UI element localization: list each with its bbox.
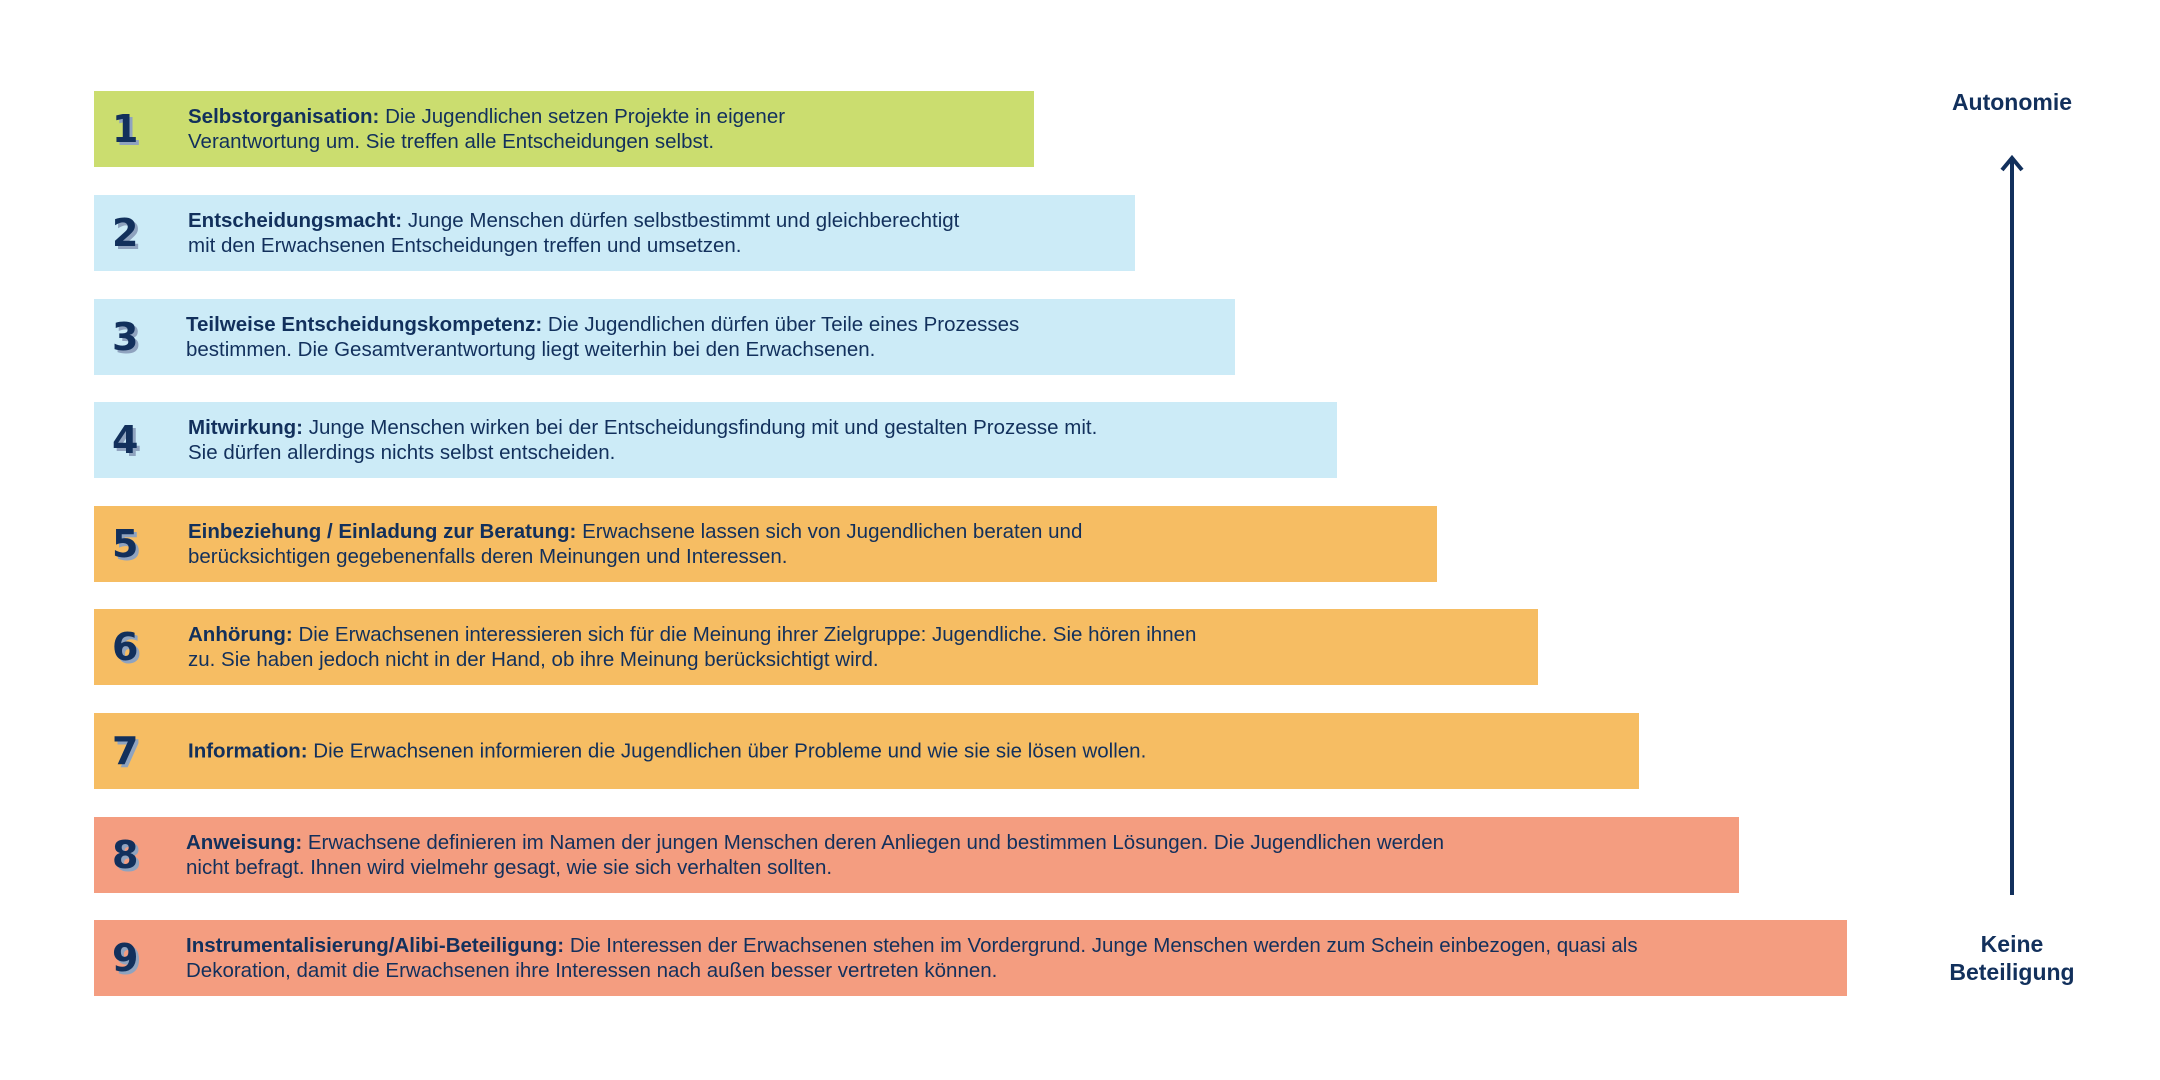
step-title: Anweisung: [186,831,303,854]
step-number: 4 [112,418,139,462]
step-text [188,104,1014,154]
step-line-1: Die Erwachsenen informieren die Jugendlichen über Probleme und wie sie sie lösen wollen. [313,739,1147,763]
step-4 [94,402,1337,478]
step-number: 6 [112,625,139,669]
step-line-2: Sie dürfen allerdings nichts selbst entscheiden. [188,441,616,464]
step-8 [94,817,1739,893]
step-number: 7 [112,729,139,773]
step-text [186,312,1215,362]
step-line-2: nicht befragt. Ihnen wird vielmehr gesagt, wie sie sich verhalten sollten. [186,856,833,879]
step-1 [94,91,1034,167]
axis-bottom-line-2: Beteiligung [1949,959,2075,985]
step-text [188,739,1619,764]
step-text [186,933,1827,983]
step-line-2: Dekoration, damit die Erwachsenen ihre Interessen nach außen besser vertreten können. [186,959,998,982]
step-title: Entscheidungsmacht: [188,209,403,232]
step-5 [94,506,1437,582]
step-7 [94,713,1639,789]
step-title: Selbstorganisation: [188,105,380,128]
step-line-1: Die Erwachsenen interessieren sich für die Meinung ihrer Zielgruppe: Jugendliche. Sie hören ihnen [298,623,1197,646]
step-3 [94,299,1235,375]
step-number: 8 [112,833,139,877]
step-title: Einbeziehung / Einladung zur Beratung: [188,520,577,543]
axis-bottom-label [1912,930,2112,986]
step-title: Anhörung: [188,623,293,646]
step-line-2: Verantwortung um. Sie treffen alle Entscheidungen selbst. [188,130,715,153]
step-text [186,830,1719,880]
step-number: 2 [112,211,139,255]
axis-bottom-line-1: Keine [1980,931,2044,957]
step-number: 9 [112,936,139,980]
step-line-1: Erwachsene definieren im Namen der jungen Menschen deren Anliegen und bestimmen Lösungen. Die Jugendlichen werden [307,831,1445,854]
step-line-1: Die Interessen der Erwachsenen stehen im Vordergrund. Junge Menschen werden zum Schein einbezogen, quasi als [569,934,1638,957]
step-line-1: Die Jugendlichen setzen Projekte in eigener [385,105,786,128]
step-text [188,208,1115,258]
step-6 [94,609,1538,685]
step-line-2: mit den Erwachsenen Entscheidungen treffen und umsetzen. [188,234,742,257]
step-line-2: bestimmen. Die Gesamtverantwortung liegt weiterhin bei den Erwachsenen. [186,338,876,361]
arrow-up-icon [1992,150,2032,900]
step-title: Teilweise Entscheidungskompetenz: [186,313,543,336]
step-number: 1 [112,107,139,151]
step-text [188,622,1518,672]
step-text [188,415,1317,465]
step-line-1: Junge Menschen wirken bei der Entscheidungsfindung mit und gestalten Prozesse mit. [308,416,1098,439]
step-9 [94,920,1847,996]
step-2 [94,195,1135,271]
step-line-1: Die Jugendlichen dürfen über Teile eines Prozesses [547,313,1020,336]
step-line-1: Erwachsene lassen sich von Jugendlichen beraten und [582,520,1083,543]
step-number: 5 [112,522,139,566]
step-number: 3 [112,315,139,359]
step-line-2: zu. Sie haben jedoch nicht in der Hand, ob ihre Meinung berücksichtigt wird. [188,648,879,671]
step-line-2: berücksichtigen gegebenenfalls deren Meinungen und Interessen. [188,545,788,568]
step-title: Information: [188,739,308,763]
step-text [188,519,1417,569]
axis-top-label: Autonomie [1951,89,2073,115]
step-title: Mitwirkung: [188,416,304,439]
step-title: Instrumentalisierung/Alibi-Beteiligung: [186,934,565,957]
step-line-1: Junge Menschen dürfen selbstbestimmt und gleichberechtigt [407,209,960,232]
